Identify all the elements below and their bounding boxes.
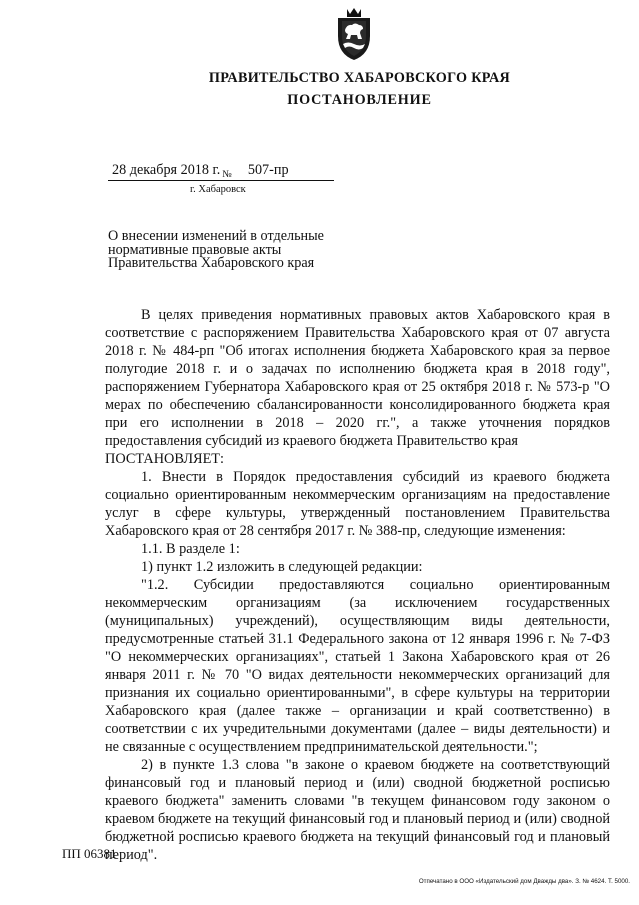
item-1-1: 1.1. В разделе 1: (141, 541, 240, 557)
item-1: 1. Внести в Порядок предоставления субсидий из краевого бюджета социально ориентированным некоммерческим организациям на предоставление услуг в сфере культуры, утвержденный постановлением Правительства Хабаровского края от 28 сентября 2017 г. № 388-пр, следующие изменения: (105, 469, 610, 539)
item-1-1-2: 2) в пункте 1.3 слова "в законе о краевом бюджете на соответствующий финансовый год и плановый период и (или) сводной бюджетной росписью краевого бюджета" заменить словами "в текущем финансовом году законом о краевом бюджете на текущий финансовый год и плановый период и (или) сводной бюджетной росписью краевого бюджета на текущий финансовый год и плановый период". (105, 757, 610, 863)
date-underline (108, 180, 334, 181)
number-sign: № (222, 169, 232, 180)
government-title: ПРАВИТЕЛЬСТВО ХАБАРОВСКОГО КРАЯ (208, 70, 511, 86)
document-code: ПП 06381 (62, 846, 117, 861)
document-date: 28 декабря 2018 г. (112, 162, 221, 178)
coat-of-arms-icon (333, 6, 375, 62)
printer-imprint: Отпечатано в ООО «Издательский дом Дважды два». З. № 4624. Т. 5000. (418, 878, 630, 885)
item-1-1-1-text: "1.2. Субсидии предоставляются социально ориентированным некоммерческим организациям (за исключением государственных (муниципальных) учреждений), осуществляющим виды деятельности, предусмотренные статьей 31.1 Федерального закона от 12 января 1996 г. № 7-ФЗ "О некоммерческих организациях", статьей 1 Закона Хабаровского края от 26 января 2011 г. № 70 "О видах деятельности некоммерческих организаций для признания их социально ориентированными", в сфере культуры на территории Хабаровского края (далее также – организации и край соответственно) в соответствии с их учредительными документами (далее – виды деятельности) и не связанные с осуществлением предпринимательской деятельности."; (105, 577, 610, 755)
document-number: 507-пр (247, 162, 289, 178)
decree-word: ПОСТАНОВЛЯЕТ: (105, 451, 225, 467)
preamble-paragraph: В целях приведения нормативных правовых актов Хабаровского края в соответствие с распоряжением Правительства Хабаровского края от 07 августа 2018 г. № 484-рп "Об итогах исполнения бюджета Хабаровского края за первое полугодие 2018 г. и о задачах по исполнению бюджета края в 2018 году", распоряжением Губернатора Хабаровского края от 25 октября 2018 г. № 573-р "О мерах по обеспечению сбалансированности консолидированного бюджета края при его исполнении в 2018 – 2020 гг.", а также уточнения порядков предоставления субсидий из краевого бюджета Правительство края (105, 307, 610, 449)
item-1-1-1: 1) пункт 1.2 изложить в следующей редакции: (141, 559, 423, 575)
city-label: г. Хабаровск (190, 184, 246, 195)
document-type: ПОСТАНОВЛЕНИЕ (287, 92, 432, 108)
document-body (105, 306, 610, 864)
date-number-line (112, 162, 289, 179)
document-subject: О внесении изменений в отдельные нормативные правовые акты Правительства Хабаровского края (108, 228, 324, 271)
